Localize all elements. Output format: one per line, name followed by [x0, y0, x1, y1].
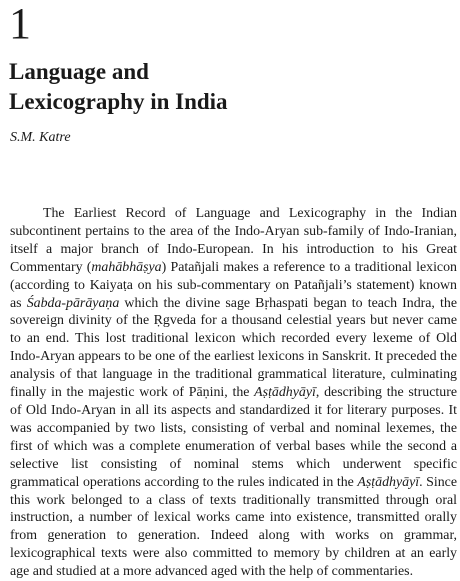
chapter-title-line: Language and — [9, 59, 149, 84]
body-paragraph — [10, 205, 457, 581]
italic-term: Aṣṭādhyāyī — [254, 385, 316, 401]
text-run: which the divine sage Bṛhaspati began to teach Indra, the sovereign divinity of the Ṛgveda for a thousand celestial years but never came to an end. This lost traditional lexicon which recorded every lexeme of Old Indo-Aryan appears to be one of the earliest lexicons in Sanskrit. It preceded the analysis of that language in the traditional grammatical literature, culminating finally in the majestic work of Pāṇini, the — [10, 295, 457, 401]
text-run: , describing the structure of Old Indo-Aryan in all its aspects and standardized it for literary purposes. It was accompanied by two lists, consisting of verbal and nominal lexemes, the first of which was a complete enumeration of verbal bases while the second a selective list consisting of nominal stems which underwent specific grammatical operations according to the rules indicated in the — [10, 385, 457, 490]
italic-term: mahābhāṣya — [91, 259, 162, 275]
italic-term: Śabda-pārāyaṇa — [26, 295, 120, 311]
chapter-number: 1 — [9, 0, 31, 48]
text-run: . Since this work belonged to a class of texts traditionally transmitted through oral instruction, a number of lexical works came into existence, transmitted orally from generation to generation. Indeed along with works on grammar, lexicographical texts were also committed to memory by children at an early age and studied at a more advanced aged with the help of commentaries. — [10, 474, 457, 580]
text-run: ) Patañjali makes a reference to a traditional lexicon (according to Kaiyaṭa on his sub-commentary on Patañjali’s statement) known as — [10, 259, 457, 311]
author-name: S.M. Katre — [10, 130, 71, 145]
chapter-title-line: Lexicography in India — [9, 89, 228, 114]
chapter-title — [9, 57, 228, 117]
text-run: The Earliest Record of Language and Lexicography in the Indian subcontinent pertains to the area of the Indo-Aryan sub-family of Indo-Iranian, itself a major branch of Indo-European. In his introduction to his Great Commentary ( — [10, 206, 457, 275]
italic-term: Aṣṭādhyāyī — [357, 474, 420, 490]
